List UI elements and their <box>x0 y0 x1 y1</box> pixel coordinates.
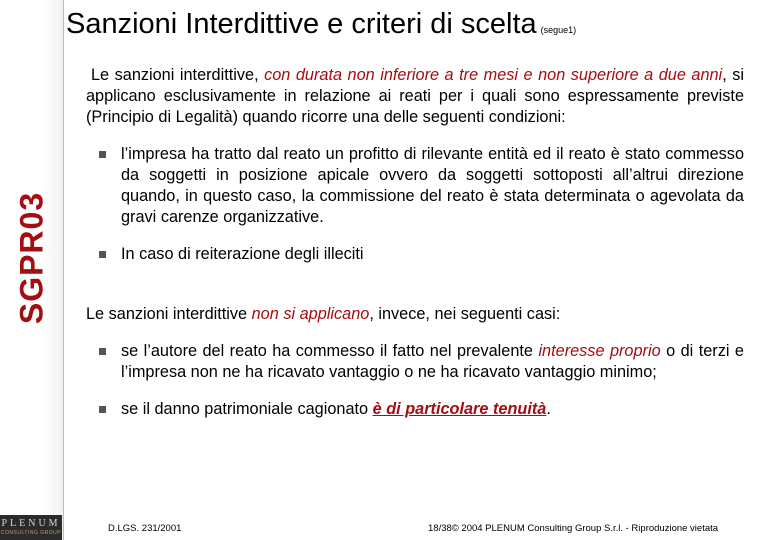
intro-highlight: con durata non inferiore a tre mesi e non superiore a due anni <box>264 66 723 84</box>
list-item <box>96 244 744 265</box>
exclusion-highlight: interesse proprio <box>538 342 661 360</box>
exclusion-after: o di terzi e l’impresa non ne ha ricavato vantaggio o ne ha ricavato vantaggio minimo; <box>121 342 744 381</box>
footer-law-reference: D.LGS. 231/2001 <box>108 523 182 534</box>
logo-tagline: CONSULTING GROUP <box>0 530 62 536</box>
slide-content <box>86 65 744 420</box>
condition-text: l’impresa ha tratto dal reato un profitto di rilevante entità ed il reato è stato commesso da soggetti in posizione apicale ovvero da soggetti sottoposti all’altrui direzione quando, in questo caso, la commissione del reato è stata determinata o agevolata da gravi carenze organizzative. <box>121 145 744 226</box>
exclusion-before: se il danno patrimoniale cagionato <box>121 400 373 418</box>
exclusions-intro-highlight: non si applicano <box>251 305 370 323</box>
exclusions-intro-before: Le sanzioni interdittive <box>86 305 252 323</box>
exclusions-list <box>96 341 744 420</box>
bullet-square-icon <box>99 348 106 355</box>
bullet-square-icon <box>99 251 106 258</box>
condition-text: In caso di reiterazione degli illeciti <box>121 245 364 263</box>
list-item <box>96 144 744 228</box>
title-main: Sanzioni Interdittive e criteri di scelta <box>66 8 537 40</box>
intro-after: , si applicano esclusivamente in relazione ai reati per i quali sono espressamente previste (Principio di Legalità) quando ricorre una delle seguenti condizioni: <box>86 66 744 126</box>
side-code-label: SGPR03 <box>13 191 50 325</box>
title-suffix: (segue1) <box>540 25 577 35</box>
intro-before: Le sanzioni interdittive, <box>91 66 265 84</box>
logo-name: PLENUM <box>1 518 61 529</box>
list-item <box>96 341 744 383</box>
exclusion-highlight: è di particolare tenuità <box>372 400 547 418</box>
footer-copyright: 18/38© 2004 PLENUM Consulting Group S.r.l. - Riproduzione vietata <box>428 523 719 534</box>
bullet-square-icon <box>99 406 106 413</box>
plenum-logo <box>0 515 62 540</box>
bullet-square-icon <box>99 151 106 158</box>
exclusions-intro <box>86 304 744 325</box>
slide-title <box>66 8 576 41</box>
list-item <box>96 399 744 420</box>
intro-paragraph <box>86 65 744 128</box>
exclusion-before: se l’autore del reato ha commesso il fatto nel prevalente <box>121 342 539 360</box>
conditions-list <box>96 144 744 265</box>
exclusion-after: . <box>546 400 551 418</box>
exclusions-intro-after: , invece, nei seguenti casi: <box>369 305 561 323</box>
